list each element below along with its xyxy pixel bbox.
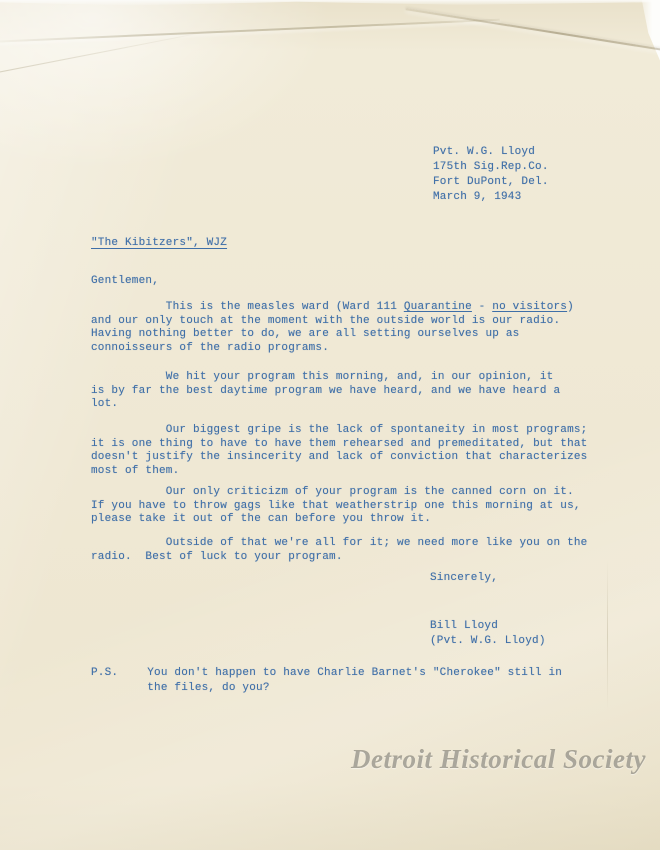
letter-line: Outside of that we're all for it; we need more like you on the — [91, 537, 588, 549]
letter-line: the files, do you? — [147, 682, 270, 694]
letter-paragraph — [91, 424, 587, 478]
letter-line: lot. — [91, 398, 119, 410]
letter-line: You don't happen to have Charlie Barnet's "Cherokee" still in — [147, 667, 563, 679]
letter-line: Our biggest gripe is the lack of spontaneity in most programs; — [91, 424, 588, 436]
letter-paragraph — [91, 301, 574, 355]
letter-line: Bill Lloyd — [430, 620, 499, 632]
letter-line: connoisseurs of the radio programs. — [91, 341, 330, 354]
underlined-text: Quarantine — [403, 301, 472, 313]
letter-paragraph — [91, 537, 587, 564]
text-segment: This is the measles ward (Ward 111 — [91, 301, 404, 313]
postscript-text — [147, 666, 562, 696]
letter-line: March 9, 1943 — [433, 191, 522, 203]
letter-line: Pvt. W.G. Lloyd — [433, 146, 536, 158]
salutation: Gentlemen, — [91, 275, 160, 287]
sender-address-block — [433, 145, 549, 205]
recipient-line — [91, 237, 227, 249]
letter-line: Fort DuPont, Del. — [433, 176, 549, 188]
letter-paragraph — [91, 486, 581, 527]
letter-line: We hit your program this morning, and, in our opinion, it — [91, 371, 554, 383]
letter-line: please take it out of the can before you throw it. — [91, 513, 432, 525]
letter-line: (Pvt. W.G. Lloyd) — [430, 634, 546, 647]
archive-watermark: Detroit Historical Society — [351, 744, 646, 774]
letter-line: 175th Sig.Rep.Co. — [433, 161, 549, 173]
closing: Sincerely, — [430, 572, 499, 584]
letter-line: most of them. — [91, 464, 180, 477]
text-segment: - — [471, 301, 493, 313]
paper-torn-corner — [634, 0, 660, 110]
recipient-name: "The Kibitzers", WJZ — [91, 237, 228, 249]
letter-line — [91, 301, 574, 315]
paper-crease — [406, 8, 660, 54]
letter-paragraph — [91, 371, 560, 412]
paper-crease — [607, 560, 608, 710]
letter-line: radio. Best of luck to your program. — [91, 550, 343, 563]
letter-line: Our only criticizm of your program is the canned corn on it. — [91, 486, 574, 498]
letter-line: it is one thing to have to have them rehearsed and premeditated, but that — [91, 437, 588, 450]
letter-line: and our only touch at the moment with the outside world is our radio. — [91, 314, 561, 327]
paper-crease — [0, 19, 500, 44]
letter-line: doesn't justify the insincerity and lack of conviction that characterizes — [91, 451, 588, 463]
letter-line: If you have to throw gags like that weatherstrip one this morning at us, — [91, 499, 581, 512]
text-segment: ) — [567, 301, 574, 313]
paper-torn-top-edge — [0, 0, 660, 6]
letter-line: Having nothing better to do, we are all setting ourselves up as — [91, 328, 520, 340]
postscript-label: P.S. — [91, 667, 119, 679]
paper-crease — [0, 27, 228, 78]
signature-block — [430, 619, 546, 648]
postscript-block — [91, 666, 562, 696]
underlined-text: no visitors — [492, 301, 568, 313]
letter-line: is by far the best daytime program we have heard, and we have heard a — [91, 384, 561, 397]
